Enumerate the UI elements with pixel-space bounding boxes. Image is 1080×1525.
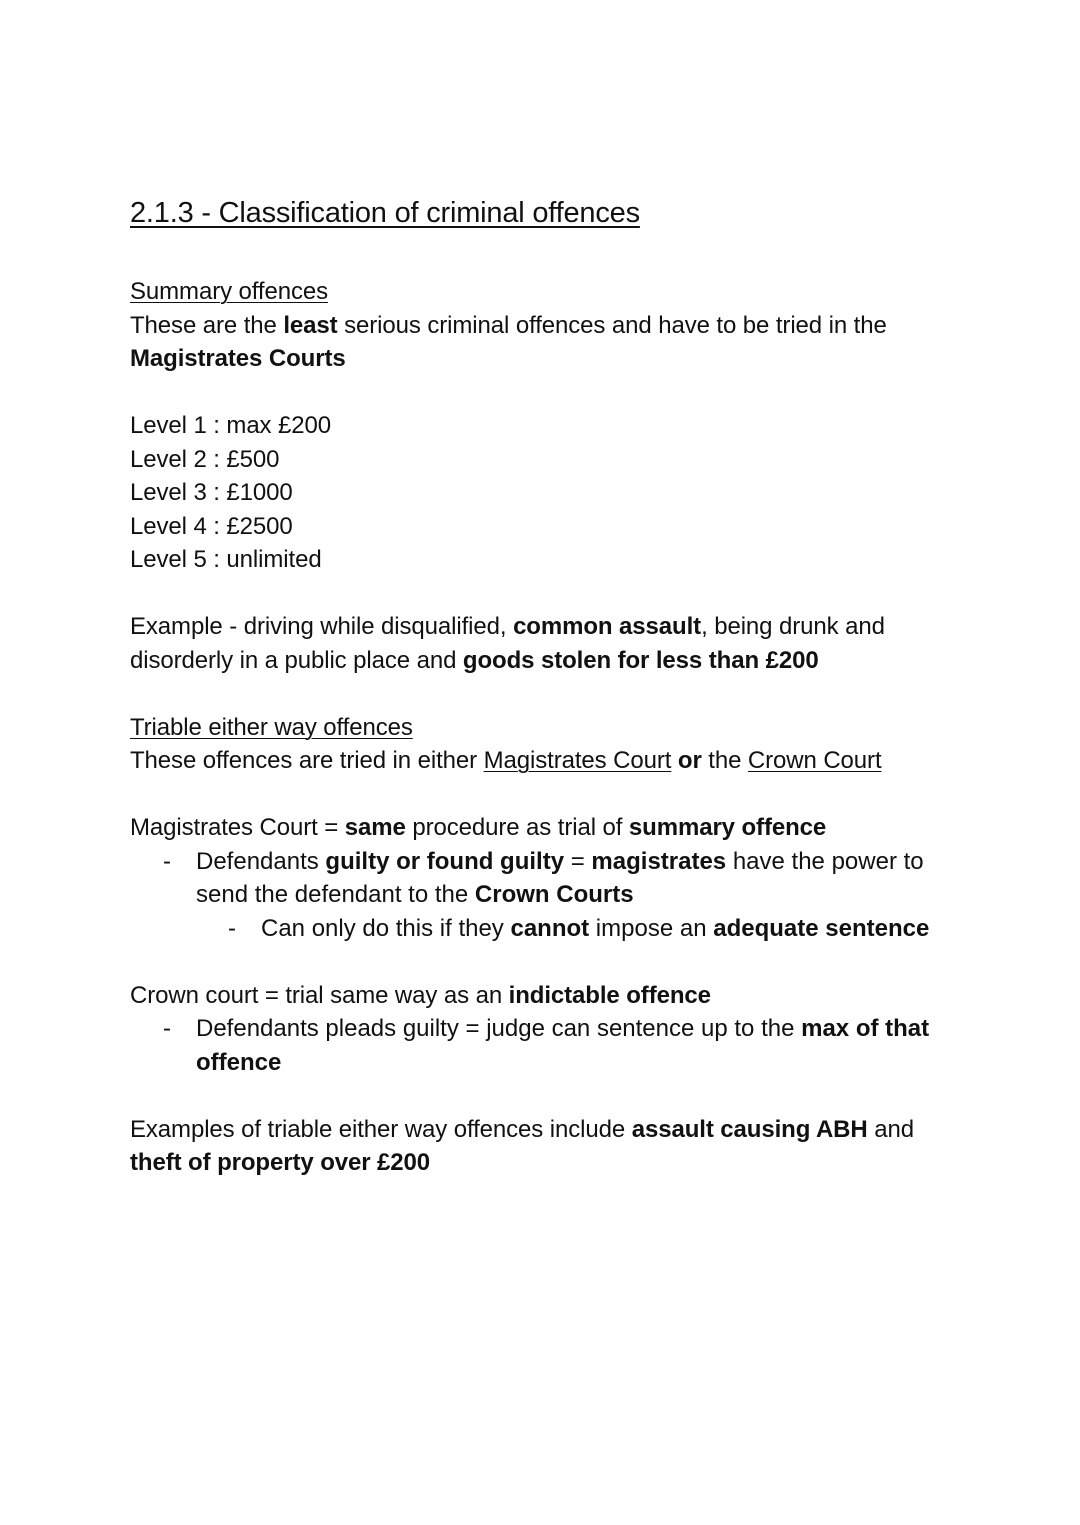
level-item: Level 5 : unlimited xyxy=(130,546,322,573)
magistrates-court-term: Magistrates Court xyxy=(483,747,672,774)
section-heading-summary: Summary offences xyxy=(130,278,329,305)
magistrates-court-block xyxy=(130,811,960,945)
crown-court-term: Crown Court xyxy=(747,747,882,774)
magistrates-court-line: Magistrates Court = same procedure as trial of summary offence xyxy=(130,814,827,841)
spacer xyxy=(130,945,960,979)
spacer xyxy=(130,577,960,611)
spacer xyxy=(130,778,960,812)
spacer xyxy=(130,1079,960,1113)
dash-bullet-icon: - xyxy=(163,1015,171,1042)
crown-court-line: Crown court = trial same way as an indictable offence xyxy=(130,981,711,1009)
sub-bullet-item: - Can only do this if they cannot impose an adequate sentence xyxy=(130,912,960,946)
bullet-item: - Defendants guilty or found guilty = magistrates have the power to send the defendant to the Crown Courts xyxy=(130,845,960,912)
spacer xyxy=(130,376,960,410)
level-list xyxy=(130,409,960,577)
section-heading-triable: Triable either way offences xyxy=(130,713,413,741)
crown-court-block xyxy=(130,979,960,1080)
summary-intro: These are the least serious criminal offences and have to be tried in the Magistrates Courts xyxy=(130,311,887,372)
level-item: Level 1 : max £200 xyxy=(130,412,332,439)
summary-example: Example - driving while disqualified, common assault, being drunk and disorderly in a public place and goods stolen for less than £200 xyxy=(130,613,885,674)
page-title: 2.1.3 - Classification of criminal offences xyxy=(130,197,640,229)
level-item: Level 3 : £1000 xyxy=(130,479,293,506)
bullet-item: - Defendants pleads guilty = judge can sentence up to the max of that offence xyxy=(130,1012,960,1079)
spacer xyxy=(130,677,960,711)
level-item: Level 2 : £500 xyxy=(130,445,280,473)
dash-bullet-icon: - xyxy=(228,914,236,942)
section-triable-either-way xyxy=(130,711,960,1180)
triable-intro: These offences are tried in either Magistrates Court or the Crown Court xyxy=(130,747,882,774)
dash-bullet-icon: - xyxy=(163,847,171,875)
triable-examples: Examples of triable either way offences include assault causing ABH and theft of property over £200 xyxy=(130,1115,914,1176)
level-item: Level 4 : £2500 xyxy=(130,512,293,540)
section-summary-offences xyxy=(130,275,960,677)
document-page xyxy=(130,193,960,1180)
